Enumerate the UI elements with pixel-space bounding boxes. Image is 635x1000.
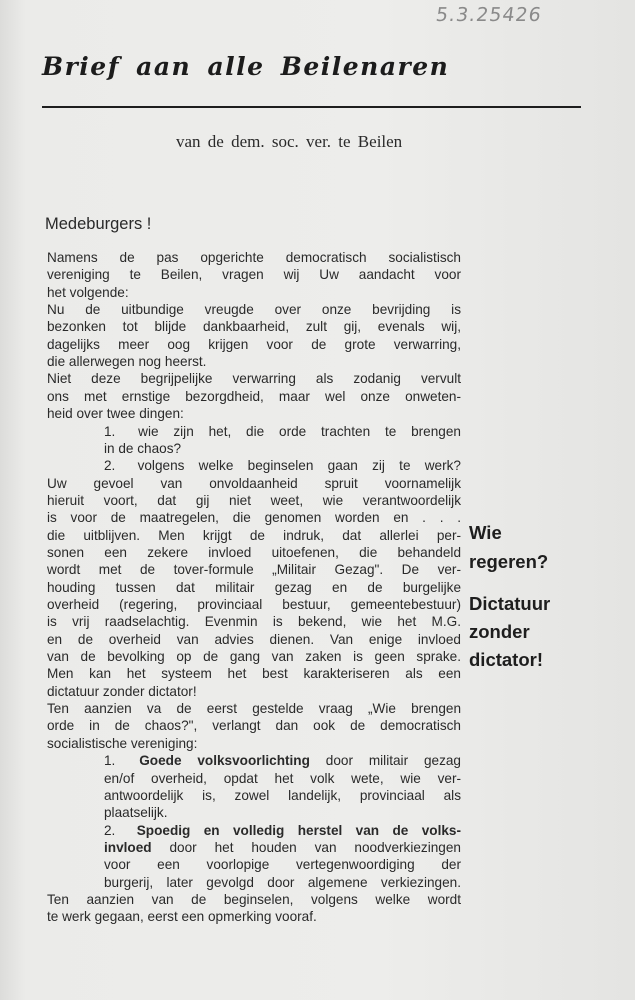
text-line — [104, 856, 461, 873]
line-text: dictatuur zonder dictator! — [47, 683, 197, 699]
text-line — [47, 579, 461, 596]
line-text: van de bevolking op de gang van zaken is geen sprake. — [47, 649, 461, 665]
text-line — [47, 318, 461, 335]
archive-stamp: 5.3.25426 — [434, 4, 544, 26]
text-line — [47, 700, 461, 717]
text-line — [104, 822, 461, 839]
text-line — [47, 561, 461, 578]
line-text: het volgende: — [47, 284, 129, 300]
text-line — [47, 683, 461, 700]
text-line — [47, 891, 461, 908]
list-number: 1. — [104, 753, 116, 769]
text-line — [104, 787, 461, 804]
margin-headline-line: Dictatuur — [469, 593, 551, 614]
line-text: sonen een zekere invloed uitoefenen, die behandeld — [47, 544, 461, 560]
line-text: Niet deze begrijpelijke verwarring als zodanig vervult — [47, 371, 461, 387]
title-divider — [42, 106, 581, 108]
line-text: houding tussen dat militair gezag en de burgelijke — [47, 579, 461, 595]
list-number: 1. — [104, 423, 116, 439]
text-line — [47, 596, 461, 613]
text-line — [104, 874, 461, 891]
text-line — [104, 770, 461, 787]
bold-phrase: Spoedig en volledig herstel van de volks- — [136, 822, 461, 838]
subtitle: van de dem. soc. ver. te Beilen — [176, 132, 403, 151]
text-line — [47, 353, 461, 370]
line-text: wordt met de tover-formule „Militair Gezag". De ver- — [47, 562, 461, 578]
line-text: die uitblijven. Men krijgt de indruk, dat allerlei per- — [47, 527, 461, 543]
line-text: volgens welke beginselen gaan zij te werk? — [137, 458, 461, 474]
page-title: Brief aan alle Beilenaren — [42, 52, 450, 81]
line-text: Men kan het systeem het best karakteriseren als een — [47, 666, 461, 682]
line-text: socialistische vereniging: — [47, 735, 198, 751]
list-number: 2. — [104, 822, 116, 838]
line-text: is vrij raadselachtig. Evenmin is bekend, wie het M.G. — [47, 614, 461, 630]
line-text: dagelijks meer oog krijgen voor de grote verwarring, — [47, 336, 461, 352]
line-text: ons met ernstige bezorgdheid, maar wel onze onweten- — [47, 388, 461, 404]
text-line — [47, 613, 461, 630]
line-text: vereniging te Beilen, vragen wij Uw aandacht voor — [47, 267, 461, 283]
text-line — [47, 405, 461, 422]
text-line — [104, 440, 461, 457]
line-text: in de chaos? — [104, 440, 182, 456]
line-text: Uw gevoel van onvoldaanheid spruit voornamelijk — [47, 475, 461, 491]
text-line — [104, 423, 461, 440]
text-line — [47, 388, 461, 405]
text-line — [47, 665, 461, 682]
margin-headline-line: regeren? — [469, 551, 549, 572]
margin-headline-line: Wie — [469, 522, 502, 543]
line-text: hieruit voort, dat gij niet weet, wie verantwoordelijk — [47, 492, 461, 508]
text-line — [47, 527, 461, 544]
text-line — [104, 839, 461, 856]
text-line — [47, 336, 461, 353]
text-line — [47, 735, 461, 752]
line-text: antwoordelijk is, zowel landelijk, provinciaal als — [104, 787, 461, 803]
line-text: Ten aanzien van de beginselen, volgens welke wordt — [47, 891, 461, 907]
line-text: burgerij, later gevolgd door algemene verkiezingen. — [104, 874, 461, 890]
text-line — [47, 509, 461, 526]
text-line — [104, 804, 461, 821]
line-text: die allerwegen nog heerst. — [47, 354, 207, 370]
line-text: bezonken tot blijde dankbaarheid, zult gij, evenals wij, — [47, 319, 461, 335]
text-line — [104, 752, 461, 769]
line-text: heid over twee dingen: — [47, 406, 184, 422]
line-text: voor een voorlopige vertegenwoordiging der — [104, 857, 461, 873]
text-line — [47, 908, 461, 925]
line-text: Namens de pas opgerichte democratisch socialistisch — [47, 250, 461, 265]
text-line — [47, 648, 461, 665]
bold-phrase: Goede volksvoorlichting — [139, 753, 310, 769]
line-text: en de overheid van advies dienen. Van enige invloed — [47, 631, 461, 647]
line-text: door het houden van noodverkiezingen — [169, 839, 461, 855]
text-line — [47, 717, 461, 734]
text-line — [47, 370, 461, 387]
line-text: te werk gegaan, eerst een opmerking vooraf. — [47, 909, 317, 925]
line-text: door militair gezag — [325, 753, 461, 769]
line-text: plaatselijk. — [104, 805, 168, 821]
line-text: wie zijn het, die orde trachten te brengen — [138, 423, 461, 439]
text-line — [47, 631, 461, 648]
margin-headline-line: dictator! — [469, 649, 543, 670]
text-line — [47, 284, 461, 301]
bold-phrase: invloed — [104, 839, 152, 855]
text-line — [47, 266, 461, 283]
line-text: orde in de chaos?", verlangt dan ook de democratisch — [47, 718, 461, 734]
text-line — [47, 475, 461, 492]
greeting: Medeburgers ! — [45, 215, 152, 233]
line-text: overheid (regering, provinciaal bestuur, gemeentebestuur) — [47, 597, 461, 612]
text-line — [47, 249, 461, 266]
line-text: en/of overheid, opdat het volk wete, wie ver- — [104, 770, 461, 786]
line-text: Ten aanzien va de eerst gestelde vraag „Wie brengen — [47, 701, 461, 717]
list-number: 2. — [104, 458, 116, 474]
text-line — [47, 544, 461, 561]
text-line — [104, 457, 461, 474]
text-line — [47, 492, 461, 509]
margin-headline-line: zonder — [469, 621, 530, 642]
line-text: is voor de maatregelen, die genomen worden en . . . — [47, 510, 461, 526]
line-text: Nu de uitbundige vreugde over onze bevrijding is — [47, 302, 461, 318]
text-line — [47, 301, 461, 318]
